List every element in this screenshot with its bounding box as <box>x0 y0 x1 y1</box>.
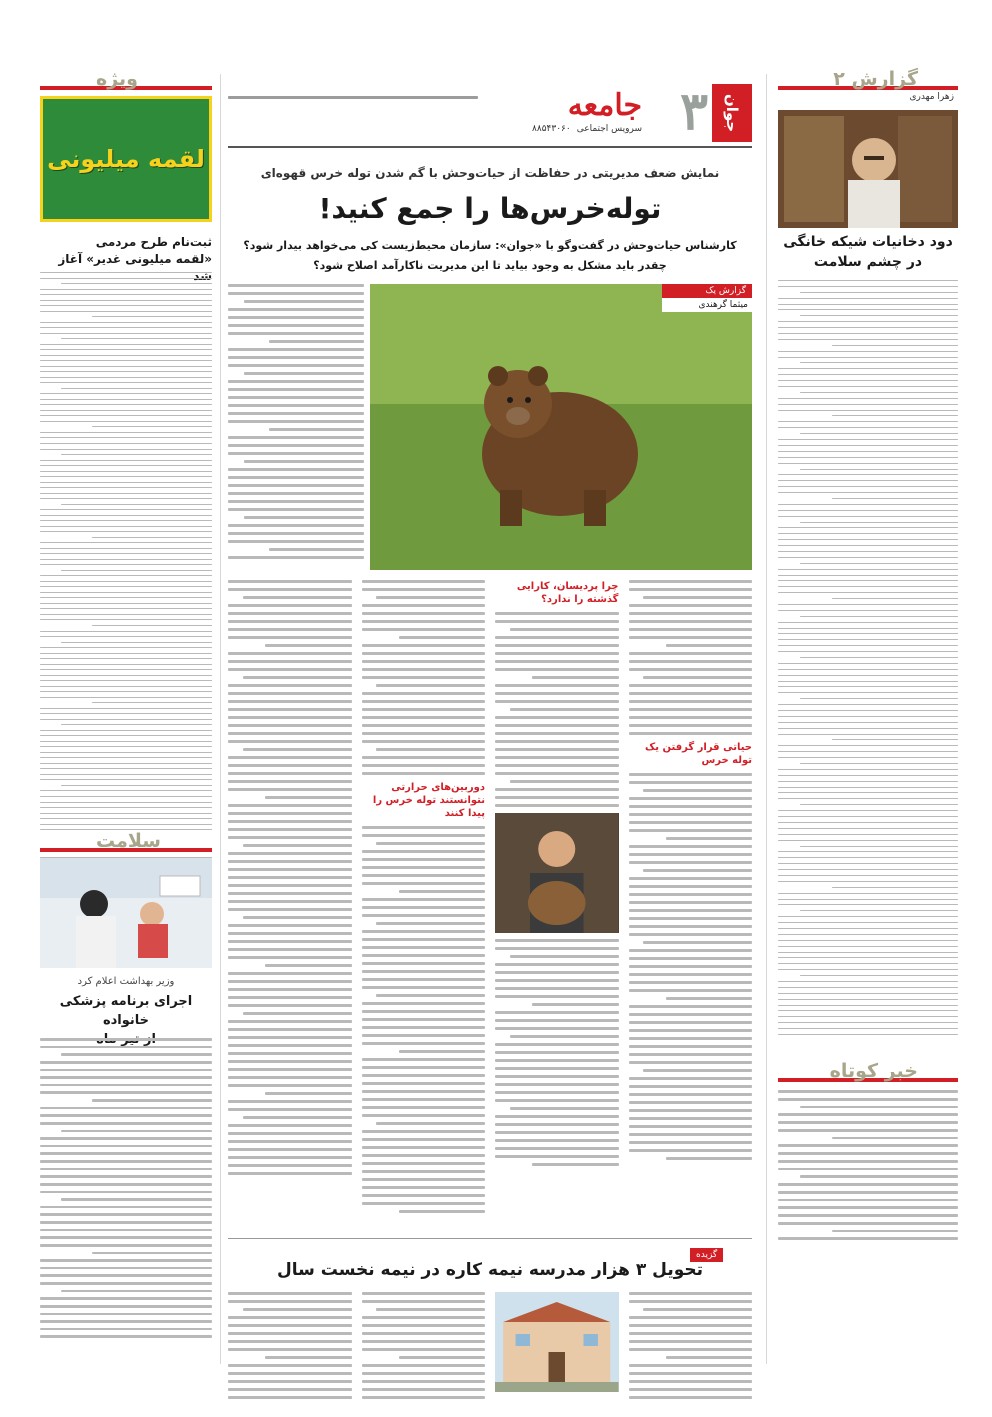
second-story-rule <box>228 1238 752 1239</box>
school-photo <box>495 1292 619 1392</box>
inline-head-1: چرا پردیسان، کارایی گذشته را ندارد؟ <box>516 581 619 605</box>
short-news-body <box>778 1090 958 1240</box>
banner-title: لقمه میلیونی <box>47 145 205 173</box>
lead-body-grid <box>228 580 752 1230</box>
lead-body-col-c-bottom <box>495 939 619 1166</box>
bear-photo <box>370 284 752 570</box>
right-title-line1: ثبت‌نام طرح مردمی <box>95 235 212 249</box>
lead-body-col-d-top <box>629 580 753 735</box>
loqmeh-banner <box>40 96 212 222</box>
lead-tag: گزارش یک <box>662 284 752 298</box>
inline-head-2: دوربین‌های حرارتی نتوانستند توله خرس را پیدا کنند <box>372 782 485 819</box>
man-holding-cub-illustration <box>495 813 619 933</box>
masthead <box>228 81 752 154</box>
lead-body-col-c-top <box>495 612 619 807</box>
lead-tag-box <box>662 284 752 312</box>
lead-body-col-c <box>495 580 619 1230</box>
salamat-header-title: سلامت <box>96 830 161 852</box>
left-article-body <box>778 280 958 1040</box>
left-title-line2: در چشم سلامت <box>813 254 923 270</box>
left-author: زهرا مهدری <box>909 92 954 102</box>
right-title-line2: «لقمه میلیونی غدیر» آغاز شد <box>58 252 212 283</box>
school-building-illustration <box>495 1292 619 1392</box>
short-news-header <box>778 1060 958 1082</box>
clinic-photo <box>40 858 212 968</box>
short-news-title: خبر کوتاه <box>829 1060 918 1082</box>
lead-body-col-b <box>362 580 486 1230</box>
lead-body-col-d <box>629 580 753 1230</box>
section-title: جامعه <box>567 88 642 123</box>
service-line <box>532 124 642 134</box>
salamat-kicker: وزیر بهداشت اعلام کرد <box>77 976 175 987</box>
right-article-body <box>40 272 212 902</box>
salamat-body <box>40 1038 212 1338</box>
inline-head-4: حیاتی قرار گرفتن یک توله خرس <box>645 742 752 766</box>
right-header <box>40 68 212 90</box>
logo: جوان <box>723 93 741 133</box>
second-col-d <box>629 1292 753 1402</box>
doctor-child-illustration <box>40 858 212 968</box>
salamat-header <box>40 830 212 852</box>
left-header-title: گزارش ۲ <box>833 68 918 90</box>
lead-body-col-a <box>228 580 352 1230</box>
lead-sub2: چقدر باید مشکل به وجود بیاید تا این مدیریت ناکارآمد اصلاح شود؟ <box>313 259 667 272</box>
lead-body-col-d-bottom <box>629 773 753 1160</box>
lead-byline: میثما گرهندی <box>662 298 752 312</box>
second-col-b <box>362 1292 486 1402</box>
second-story-tag: گزیده <box>690 1248 723 1262</box>
lead-headline: توله‌خرس‌ها را جمع کنید! <box>318 192 662 225</box>
left-article-title <box>778 232 958 272</box>
masthead-rule <box>228 146 752 148</box>
logo-block <box>712 84 752 142</box>
second-story-headline: تحویل ۳ هزار مدرسه نیمه کاره در نیمه نخست سال <box>276 1260 704 1280</box>
right-header-title: ویژه <box>96 68 138 90</box>
lead-overline: نمایش ضعف مدیریتی در حفاظت از حیات‌وحش با گم شدن توله خرس قهوه‌ای <box>260 166 720 180</box>
second-story-body <box>228 1292 752 1402</box>
lead-sub1: کارشناس حیات‌وحش در گفت‌وگو با «جوان»: سازمان محیط‌زیست کی می‌خواهد بیدار شود؟ <box>243 239 737 252</box>
second-col-a <box>228 1292 352 1402</box>
left-header <box>778 68 958 90</box>
expert-photo <box>495 813 619 933</box>
bear-cub-illustration <box>370 284 752 570</box>
lead-body-col-b-top <box>362 580 486 775</box>
man-with-pipe-illustration <box>778 110 958 228</box>
right-column <box>40 60 212 1360</box>
rule-right <box>220 74 221 1364</box>
service-phone: ۸۸۵۴۳۰۶۰ <box>532 124 571 134</box>
rule-left <box>766 74 767 1364</box>
left-title-line1: دود دخانیات شیکه خانگی <box>783 234 953 250</box>
lead-body-col1 <box>228 284 364 574</box>
page-number: ۳ <box>680 81 708 142</box>
left-column <box>778 60 958 1240</box>
lead-body-col-b-bottom <box>362 826 486 1213</box>
salamat-title-line1: اجرای برنامه پزشکی خانواده <box>59 994 193 1028</box>
issue-line <box>228 96 478 99</box>
article-photo <box>778 110 958 228</box>
service-name: سرویس اجتماعی <box>576 124 642 134</box>
